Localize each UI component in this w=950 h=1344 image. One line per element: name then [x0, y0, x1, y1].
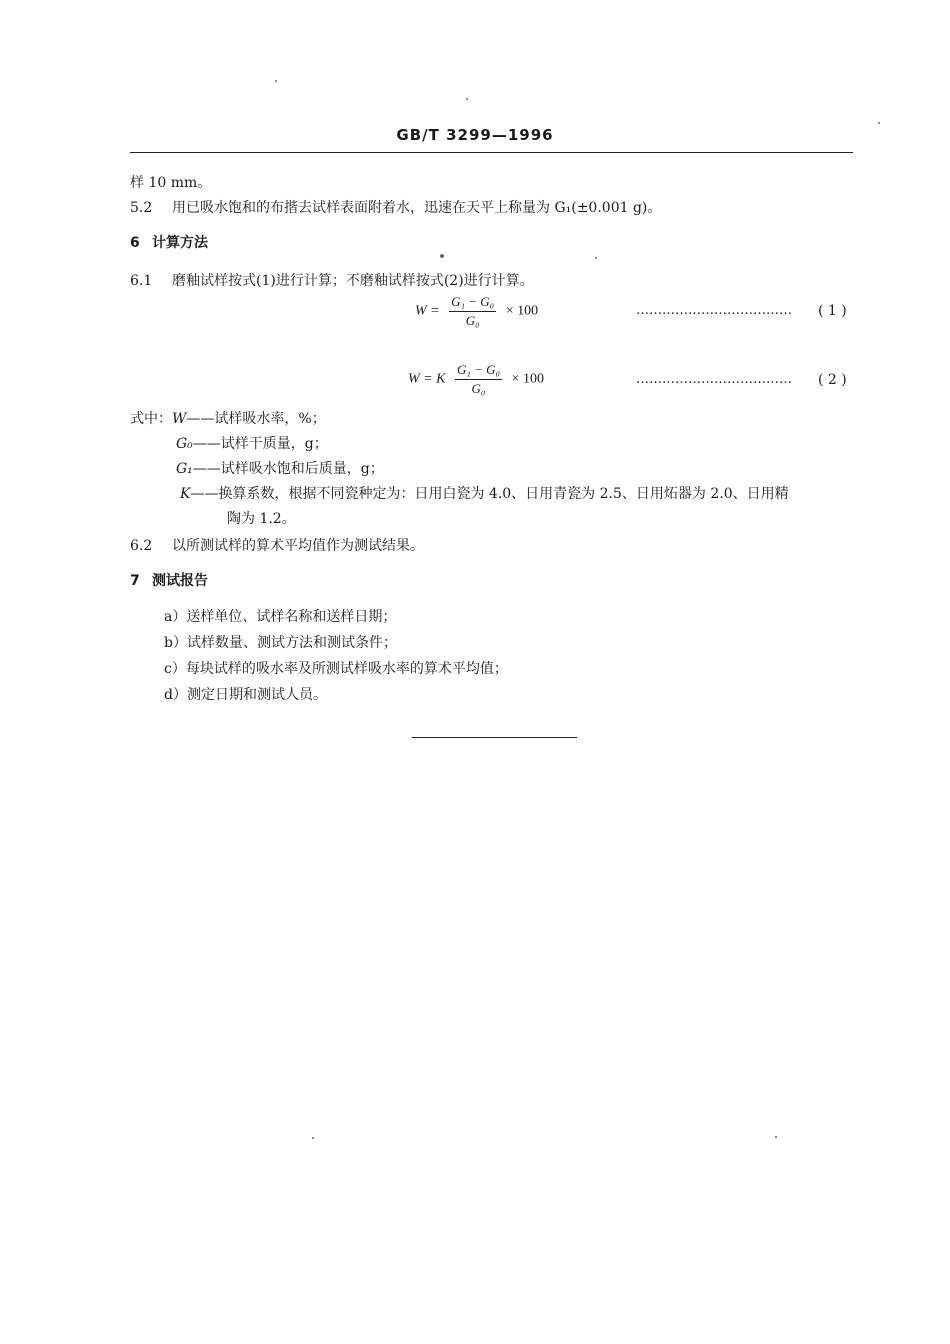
formula-1-label: ( 1 )	[818, 303, 847, 319]
list-item: a）送样单位、试样名称和送样日期；	[164, 609, 397, 625]
scan-speck	[878, 122, 880, 124]
section-title: 测试报告	[152, 573, 208, 589]
definition-text: ——试样干质量，g；	[192, 436, 328, 452]
symbol: G₁	[176, 461, 193, 477]
section-text: 磨釉试样按式(1)进行计算；不磨釉试样按式(2)进行计算。	[172, 273, 534, 289]
formula-1-leader: ………………………………	[636, 303, 792, 318]
section-number: 7	[130, 573, 140, 589]
fraction-numerator: G₁ − G₀	[455, 362, 502, 380]
definition-g0	[176, 433, 328, 453]
header-rule	[130, 152, 853, 153]
definition-w	[130, 408, 326, 428]
scan-speck	[595, 257, 597, 259]
section-text: 以所测试样的算术平均值作为测试结果。	[172, 538, 424, 554]
list-item: d）测定日期和测试人员。	[164, 687, 327, 703]
definition-k-continued: 陶为 1.2。	[227, 511, 296, 527]
section-5-2	[130, 197, 661, 217]
end-rule	[412, 737, 577, 738]
formula-rhs: × 100	[511, 371, 544, 387]
list-item: c）每块试样的吸水率及所测试样吸水率的算术平均值；	[164, 661, 508, 677]
formula-fraction	[449, 294, 496, 329]
section-6-2	[130, 535, 424, 555]
scan-speck	[440, 254, 444, 258]
definitions-intro: 式中：	[130, 411, 172, 427]
formula-2	[408, 362, 544, 397]
definition-text: ——试样吸水率，%；	[186, 411, 326, 427]
formula-rhs: × 100	[505, 303, 539, 319]
fraction-denominator: G₀	[471, 381, 486, 396]
symbol: G₀	[176, 436, 193, 452]
scan-speck	[312, 1137, 314, 1139]
section-6-heading	[130, 232, 208, 252]
section-text: 用已吸水饱和的布揩去试样表面附着水，迅速在天平上称量为 G₁(±0.001 g)。	[172, 200, 662, 216]
scan-speck	[775, 1136, 777, 1138]
definition-text: ——试样吸水饱和后质量，g；	[192, 461, 384, 477]
symbol: K	[180, 486, 191, 502]
definition-g1	[176, 458, 384, 478]
standard-code-header: GB/T 3299—1996	[396, 126, 554, 144]
list-item: b）试样数量、测试方法和测试条件；	[164, 635, 397, 651]
section-number: 6	[130, 235, 140, 251]
symbol: W	[172, 411, 187, 427]
definition-text: ——换算系数，根据不同瓷种定为：日用白瓷为 4.0、日用青瓷为 2.5、日用炻器为 2.0、日用精	[190, 486, 789, 502]
section-number: 6.2	[130, 538, 153, 554]
formula-2-leader: ………………………………	[636, 372, 792, 387]
scan-speck	[466, 98, 468, 100]
formula-fraction	[455, 362, 502, 397]
formula-1	[415, 294, 538, 329]
fraction-numerator: G₁ − G₀	[449, 294, 496, 312]
section-title: 计算方法	[152, 235, 208, 251]
scan-speck	[275, 80, 277, 82]
continued-line: 样 10 mm。	[130, 175, 212, 191]
definition-k	[180, 483, 789, 503]
section-number: 5.2	[130, 200, 153, 216]
formula-lhs: W =	[415, 303, 440, 319]
section-number: 6.1	[130, 273, 153, 289]
section-6-1	[130, 270, 534, 290]
formula-2-label: ( 2 )	[818, 372, 847, 388]
section-7-heading	[130, 570, 208, 590]
formula-lhs: W = K	[408, 371, 446, 387]
fraction-denominator: G₀	[465, 313, 480, 328]
